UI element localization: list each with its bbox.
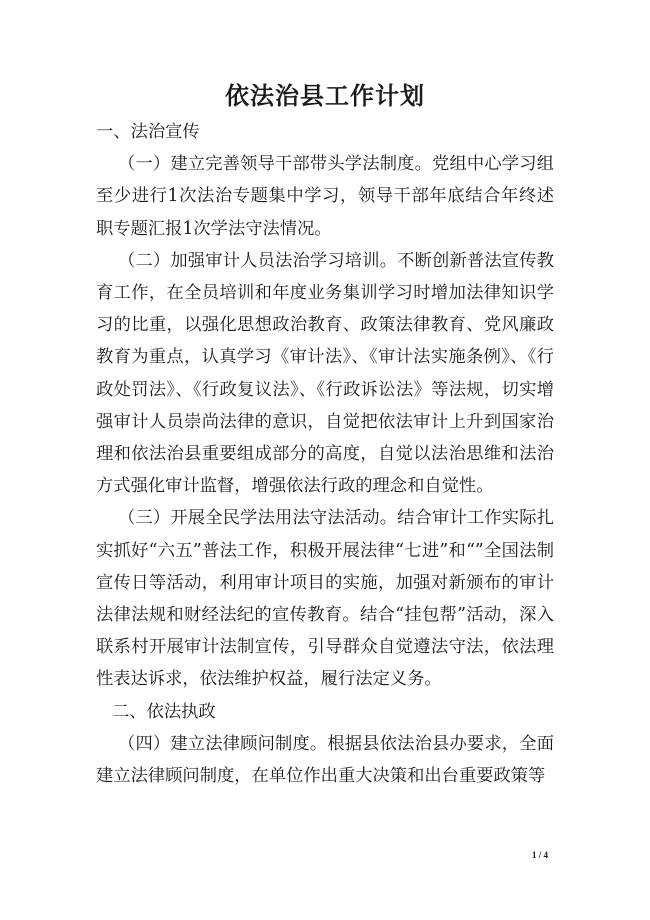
paragraph-leader-study-system: （一）建立完善领导干部带头学法制度。党组中心学习组至少进行1次法治专题集中学习，领导干部年底结合年终述职专题汇报1次学法守法情况。 [96,154,554,239]
paragraph-legal-advisor-system: （四）建立法律顾问制度。根据县依法治县办要求，全面建立法律顾问制度，在单位作出重大决策和出台重要政策等 [96,733,554,787]
document-title: 依法治县工作计划 [225,81,425,110]
page-indicator: 1 / 4 [531,850,548,860]
section-heading-legal-publicity: 一、法治宣传 [96,122,200,142]
paragraph-auditor-training: （二）加强审计人员法治学习培训。不断创新普法宣传教育工作，在全员培训和年度业务集训学习时增加法律知识学习的比重，以强化思想政治教育、政策法律教育、党风廉政教育为重点，认真学习《审计法》、《审计法实施条例》、《行政处罚法》、《行政复议法》、《行政诉讼法》等法规，切实增强审计人员崇尚法律的意识，自觉把依法审计上升到国家治理和依法治县重要组成部分的高度，自觉以法治思维和法治方式强化审计监督，增强依法行政的理念和自觉性。 [96,250,554,497]
document-body [96,116,554,792]
paragraph-public-law-activities: （三）开展全民学法用法守法活动。结合审计工作实际扎实抓好“六五”普法工作，积极开展法律“七进”和“”全国法制宣传日等活动，利用审计项目的实施，加强对新颁布的审计法律法规和财经法纪的宣传教育。结合“挂包帮”活动，深入联系村开展审计法制宣传，引导群众自觉遵法守法，依法理性表达诉求，依法维护权益，履行法定义务。 [96,508,554,690]
section-heading-lawful-governance: 二、依法执政 [112,701,216,722]
